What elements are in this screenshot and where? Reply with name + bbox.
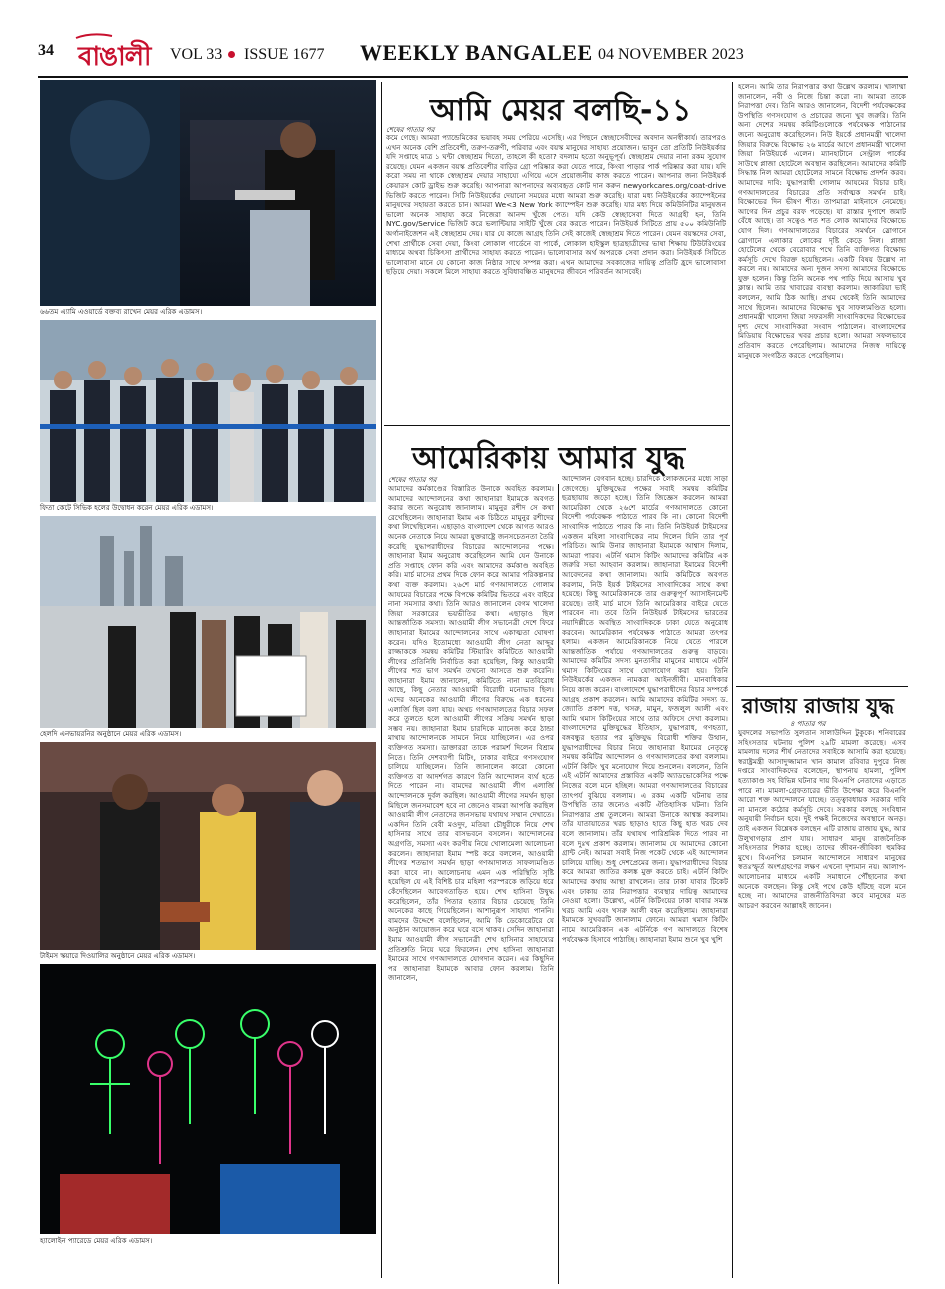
section-rule	[736, 686, 908, 687]
article-text: আমাদের কর্মকাণ্ডের বিস্তারিত উনাকে অবহিত করলাম। আমাদের আন্দোলনের কথা জাহানারা ইমামকে অবগত করার জন্যে অনুরোধ জানালাম। মামুনুর রশীদ সে কথা রেখেছিলেন। জাহানারা ইমাম এক চিঠিতে মামুনুর রশীদের কথা লিখেছিলেন। এছাড়াও বাংলাদেশ থেকে আগত আরও অনেক নেতাকে নিয়ে আমরা যুক্তরাষ্ট্রে জনসচেতনতা তৈরি করেছি যুদ্ধাপরাধীদের বিচারের আন্দোলনের পক্ষে। জাহানারা ইমাম অনুরোধ করেছিলেন আমি যেন উনাকে প্রতি সপ্তাহে ফোন করি এবং আমাদের কর্মকাণ্ড অবহিত করি। মার্চ মাসের প্রথম দিকে ফোন করে আমার পরিকল্পনার কথা ব্যক্ত করলাম। ২৬শে মার্চ গণআদালতে গোলাম আযমের বিচারের পক্ষে বিপক্ষে কমিটির ভিতরে এবং বাইরে নানা সমস্যার কথা। তিনি আরও জানালেন বেগম খালেদা জিয়া সরকারের ভয়ভীতির কথা। এছাড়াও ছিল আন্তর্জাতিক সমস্যা। আওয়ামী লীগ সভানেত্রী দেশে ফিরে জাহানারা ইমামের আন্দোলনের সাথে একাত্মতা ঘোষণা করেন। যদিও ইতোমধ্যে আওয়ামী লীগ নেতা আব্দুর রাজ্জাককে সমন্বয় কমিটির স্টিয়ারিং কমিটিতে আওয়ামী লীগের প্রতিনিধি নির্বাচিত করা হয়েছিল, কিন্তু আওয়ামী লীগের শত ভাগ সমর্থন তখনো আসতে শুরু করেনি। জাহানারা ইমাম জানালেন, কমিটিতে নানা মতবিরোধ আছে, কিছু নেতার আওয়ামী বিরোধী মনোভাব ছিল। এদের অনেকের আওয়ামী লীগের বিরুদ্ধে এক ধরনের এলার্জি ছিল বলা যায়। অথচ গণআদালতের বিচার সফল করে তুলতে হলে আওয়ামী লীগের সক্রিয় সমর্থন ছাড়া সম্ভব নয়। জাহানারা ইমাম চারদিকে ম্যানেজ করে ঠান্ডা মাথায় আন্দোলনকে সামনে নিয়ে যাচ্ছিলেন। এর ওপর ব্যক্তিগত সমস্যা। ডাক্তাররা তাকে পরামর্শ দিলেন বিশ্রাম নিতে। তিনি দেশব্যাপী মিটিং, ঢাকার বাইরে গণসংযোগ চালিয়ে যাচ্ছিলেন। তিনি জানালেন কারো কোনো ব্যক্তিগত বা আদর্শগত কারণে তিনি আন্দোলন ব্যর্থ হতে দিতে পারেন না। বামদের আওয়ামী লীগ এলার্জি আন্দোলনকে দুর্বল করছিল। আওয়ামী লীগের সমর্থন ছাড়া মিছিলে জনসমাবেশ হবে না জেনেও বামরা আপত্তি করছিল আওয়ামী লীগ নেতাদের জনসভায় যথাযথ সম্মান দেখাতে। একদিন তিনি বেবী মওদুদ, মতিয়া চৌধুরীকে নিয়ে শেখ হাসিনার সাথে তার বাসভবনে বসলেন। আন্দোলনের অগ্রগতি, সমস্যা এবং করণীয় নিয়ে খোলামেলা আলোচনা করলেন। জাহানারা ইমাম স্পষ্ট করে বললেন, আওয়ামী লীগের শতভাগ সমর্থন ছাড়া গণআদালত সাফল্যমণ্ডিত করা যাবে না। আলোচনায় এমন এক পরিস্থিতি সৃষ্টি হয়েছিল যে এই বিশিষ্ট চার মহিলা পরস্পরকে জড়িয়ে ধরে কেঁদেছিলেন আবেগতাড়িত হয়ে। শেখ হাসিনা উদ্বুদ্ধ করেছিলেন, তাঁর পিতার হত্যার বিচার চেয়েছে তিনি অনেকের কাছে গিয়েছিলেন। আশানুরূপ সাহায্য পাননি। বামদের উদ্দেশে বলেছিলেন, আমি কি ডেকোরেটরে যে অনুষ্ঠান আয়োজন করে ঘরে বসে থাকব। সেদিন জাহানারা ইমাম আওয়ামী লীগ সভানেত্রী শেখ হাসিনার সাহায্যের প্রতিশ্রুতি নিয়ে ঘরে ফিরলেন। শেখ হাসিনা জাহানারা ইমামের সাথে গণআদালতে যোগদান করেন। এর কিছুদিন পর জাহানারা ইমামকে আবার ফোন করলাম। তিনি জানালেন,	[388, 484, 554, 983]
photo-caption: ফিতা কেটে সিভিক হলের উদ্বোধন করেন মেয়র এরিক এডামস।	[40, 504, 214, 512]
photo-halloween-parade	[40, 964, 376, 1234]
continued-label: শেষের পাতার পর	[388, 476, 437, 484]
article-text: হলেন। আমি তার নিরাপত্তার কথা উল্লেখ করলাম। খালাম্মা জানালেন, নবী ও নিজে চিন্তা করো না। আমরা তাকে নিরাপত্তা দেব। তিনি আরও জানালেন, বিদেশী পর্যবেক্ষকের উপস্থিতি গণসংযোগ ও প্রচারের জন্যে খুব জরুরি। তিনি অন্য দেশের সমন্বয় কমিটিগুলোকে পর্যবেক্ষক পাঠানোর জন্যে অনুরোধ করেছিলেন। নিউ ইয়র্কে প্রধানমন্ত্রী খালেদা জিয়ার বিরুদ্ধে বিক্ষোভ ২৬ মার্চের আগে প্রধানমন্ত্রী খালেদা জিয়া নিউইয়র্কে এলেন। ম্যানহাটানে সেন্ট্রাল পার্কের সাউথে প্লাজা হোটেলে অবস্থান করছিলেন। আমাদের কমিটি সিদ্ধান্ত নিল আমরা হোটেলের সামনে বিক্ষোভ প্রদর্শন করব। আমাদের দাবি: যুদ্ধাপরাধী গোলাম আযমের বিচার চাই। গণআদালতের বিচারের প্রতি সর্বাত্মক সমর্থন চাই। বিক্ষোভের দিন ভীষণ শীত। তাপমাত্রা মাইনাসে নেমেছে। আগের দিন প্রচুর বরফ পড়েছে। যা রাস্তার দুপাশে জমাট বেঁধে আছে। তা সত্বেও শত শত লোক আমাদের বিক্ষোভে যোগ দিল। গণআদালতের বিচারের সমর্থনে স্লোগানে স্লোগানে এলাকার লোকের দৃষ্টি কেড়ে নিল। প্লাজা হোটেলের থেকে বেরোবার পথে তিনি ব্যক্তিগত বিক্ষোভ কর্মসূচি দেখে বিরক্ত হয়েছিলেন। একটি বিষয় উল্লেখ না করলে নয়। আমাদের অন্য দুজন সদস্য আমাদের বিক্ষোভে যুক্ত হলেন। কিন্তু তিনি অনেক পথ পাড়ি দিয়ে আসায় খুব ক্লান্ত। আমি তার খাবারের ব্যবস্থা করলাম। জাকারিয়া ভাই বললেন, আমি ঠিক আছি। প্রথম থেকেই তিনি আমাদের সাথে ছিলেন। আমাদের বিক্ষোভ খুব সাফল্যমণ্ডিত হলো। প্রধানমন্ত্রী খালেদা জিয়া সফরসঙ্গী সাংবাদিকদের বিক্ষোভের দৃশ্য দেখে সাংবাদিকরা সংবাদ পাঠালেন। বাংলাদেশের মিডিয়ায় বিক্ষোভের খবর প্রচার হলো। আমরা সফলভাবে প্রতিবাদ করতে পেরেছিলাম। আমাদের নিজস্ব দায়িত্বে মানুষকে সংগঠিত করতে পেরেছিলাম।	[738, 82, 906, 360]
logo-text: বাঙালী	[78, 42, 151, 72]
photo-diwali-times-square	[40, 742, 376, 950]
continued-label: ৪ পাতার পর	[790, 720, 826, 728]
masthead	[0, 0, 945, 78]
header-rule	[38, 76, 908, 78]
continued-label: শেষের পাতার পর	[386, 126, 435, 134]
photo-caption: হ্যালোইন প্যারেডে মেয়র এরিক এডামস।	[40, 1237, 153, 1245]
page-number: 34	[38, 42, 54, 59]
issue-label: ISSUE 1677	[244, 46, 325, 63]
column-divider	[732, 82, 733, 1278]
article-text: যুবদলের সভাপতি সুলতান সালাউদ্দিন টুকুকে। শনিবারের সহিংসতার ঘটনায় পুলিশ ২৯টি মামলা করেছে। এসব মামলায় দলের শীর্ষ নেতাদের সবাইকে আসামি করা হয়েছে। স্বরাষ্ট্রমন্ত্রী আসাদুজ্জামান খান কামাল রবিবার দুপুরে নিজ দপ্তরে সাংবাদিকদের বলেছেন, স্থাপনায় হামলা, পুলিশ হত্যাকাণ্ড সহ বিভিন্ন ঘটনার দায় বিএনপি নেতাদের এড়াতে পারে না। মামলা-গ্রেফতারের ভীতি উপেক্ষা করে বিএনপি আরো শক্ত আন্দোলনে যাচ্ছে। তত্ত্বাবধায়ক সরকার দাবি না মানলে কঠোর কর্মসূচি দেবে। সরকার বলছে সংবিধান অনুযায়ী নির্বাচন হবে। দুই পক্ষই নিজেদের অবস্থানে অনড়। তাই একজন বিশ্লেষক বলছেন এটি রাজায় রাজায় যুদ্ধ, আর উলুখাগড়ার প্রাণ যায়। সাধারণ মানুষ রাজনৈতিক সহিংসতার শিকার হচ্ছে। তাদের জীবন-জীবিকা হুমকির মুখে। বিএনপির চলমান আন্দোলনে সাধারণ মানুষের স্বতঃস্ফূর্ত অংশগ্রহণের লক্ষণ এখনো দৃশ্যমান নয়। আলাপ-আলোচনার মাধ্যমে একটি সমাধানে পৌঁছানোর কথা অনেকে বলছেন। কিন্তু সেই পথে কেউ হাঁটছে বলে মনে হচ্ছে না। আমাদের রাজনীতিবিদরা কবে মানুষের মত আচরণ করবেন আল্লাহই জানেন।	[738, 728, 906, 910]
article-text: আন্দোলন বেগবান হচ্ছে। চারদিকে লোকজনের মধ্যে সাড়া জেগেছে। মুক্তিযুদ্ধের পক্ষের সবাই সমন্বয় কমিটির ছত্রছায়ায় জড়ো হচ্ছে। তিনি জিজ্ঞেস করলেন আমরা আমেরিকা থেকে ২৬শে মার্চের গণআদালতে কোনো বিদেশী পর্যবেক্ষক পাঠাতে পারব কি না। কোনো বিদেশী সাংবাদিক পাঠাতে পারব কি না। তিনি নিউইয়র্ক টাইমসের একজন মহিলা সাংবাদিকের নাম দিলেন যিনি তার পূর্ব পরিচিত। আমি উনার জাহানারা ইমামকে আশ্বাস দিলাম, আমরা পারব। এটর্নি থমাস কিটিং আমাদের কমিটির এক জরুরি সভা আহবান করলাম। জাহানারা ইমামের বিদেশী আবেদনের কথা জানালাম। আমি কমিটিকে অবগত করলাম, নিউ ইয়র্ক টাইমসের সাংবাদিকের সাথে কথা হয়েছে। কিছু আমেরিকানকে তার গুরুত্বপূর্ণ অ্যাসাইনমেন্ট রয়েছে। তাই মার্চ মাসে তিনি আমেরিকার বাইরে যেতে পারবেন না। তবে তিনি নিউইয়র্ক টাইমসের ভারতের নয়াদিল্লীতে অবস্থিত সাংবাদিককে ঢাকা যেতে অনুরোধ করবেন। আমেরিকান পর্যবেক্ষক পাঠাতে আমরা তৎপর হলাম। একজন আমেরিকানকে নিয়ে যেতে পারলে আন্তর্জাতিক পর্যায়ে গণআদালতের গুরুত্ব বাড়বে। আমাদের কমিটির সদস্য মুনতাসীর মামুনের মাধ্যমে এটর্নি থমাস কিটিংয়ের সাথে যোগাযোগ করা হয়। তিনি নিউইয়র্কের একজন নামকরা আইনজীবী। মানবাধিকার নিয়ে কাজ করেন। বাংলাদেশে যুদ্ধাপরাধীদের বিচার সম্পর্কে আগ্রহ প্রকাশ করলেন। আমি আমাদের কমিটির সদস্য ড. জ্যোতি প্রকাশ দত্ত, খসরু, মামুন, ফজলুল আলী এবং আমি থমাস কিটিংয়ের সাথে তার অফিসে দেখা করলাম। বাংলাদেশের মুক্তিযুদ্ধের ইতিহাস, যুদ্ধাপরাধ, গণহত্যা, বঙ্গবন্ধুর হত্যার পর মুক্তিযুদ্ধ বিরোধী শক্তির উত্থান, যুদ্ধাপরাধীদের বিচার নিয়ে জাহানারা ইমামের নেতৃত্বে সমন্বয় কমিটির আন্দোলন ও গণআদালতের কথা বললাম। এটর্নি কিটিং খুব মনোযোগ দিয়ে শুনলেন। বললেন, তিনি এই এটর্নি আমাদের প্রস্তাবিত একটি অ্যাডভোকেসির পক্ষে নিজের বলে মনে হচ্ছিল। আমরা গণআদালতের বিচারের তাৎপর্য বুঝিয়ে বললাম। এ রকম একটি ঘটনায় তার উপস্থিতি তার জন্যেও একটি ঐতিহাসিক ঘটনা। তিনি নিরাপত্তার প্রশ্ন তুললেন। আমরা উনাকে আশ্বস্ত করলাম। তাঁর যাতায়াতের খরচ ছাড়াও হাতে কিছু হাত খরচ দেব বলে জানালাম। তাঁর যথাযথ পারিশ্রমিক দিতে পারব না বলে দুঃখ প্রকাশ করলাম। জানালাম যে আমাদের কোনো গ্রান্ট নেই। আমরা সবাই নিজ পকেট থেকে এই আন্দোলন চালিয়ে যাচ্ছি। শুধু দেশপ্রেমের জন্য। যুদ্ধাপরাধীদের বিচার করে আমরা জাতির কলঙ্ক মুক্ত করতে চাই। এটর্নি কিটিং আমাদের কথায় আস্থা রাখলেন। তার ঢাকা যাবার টিকেট এবং ঢাকায় তার নিরাপত্তার ব্যবস্থার দায়িত্ব আমাদের নেওয়া হলো। উল্লেখ্য, এটর্নি কিটিংয়ের ঢাকা যাবার সমস্ত খরচ আমি এবং খসরু আলী বহন করেছিলাম। জাহানারা ইমামকে সুখবরটি জানালাম ফোনে। আমরা থমাস কিটিং নামে আমেরিকান এক এটর্নিকে গণ আদালতে বিশেষ পর্যবেক্ষক হিসাবে পাঠাচ্ছি। জাহানারা ইমাম শুনে খুব খুশি	[562, 474, 728, 944]
article-column	[738, 82, 906, 682]
separator-dot-icon	[228, 51, 235, 58]
publication-title: WEEKLY BANGALEE	[360, 40, 593, 65]
article-body	[386, 133, 726, 423]
volume-label: VOL 33	[170, 46, 223, 63]
article-column	[738, 728, 906, 1278]
photo-caption: ৬৬তম এ্যামি এওয়ার্ডে বক্তব্য রাখেন মেয়র এরিক এডামস।	[40, 308, 203, 316]
issue-date: 04 NOVEMBER 2023	[598, 46, 744, 63]
photo-ribbon-cutting	[40, 320, 376, 502]
article-headline: আমি মেয়র বলছি-১১	[430, 93, 692, 128]
article-column	[388, 484, 554, 1284]
section-rule	[384, 425, 730, 426]
column-divider	[381, 82, 382, 1278]
photo-emmy-awards	[40, 80, 376, 306]
photo-caption: হেলদি এনভায়রনির অনুষ্ঠানে মেয়র এরিক এডামস।	[40, 730, 182, 738]
article-headline: রাজায় রাজায় যুদ্ধ	[742, 694, 894, 718]
photo-healthy-environment	[40, 516, 376, 728]
photo-caption: টাইমস স্কয়ারে দিওয়ালির অনুষ্ঠানে মেয়র এরিক এডামস।	[40, 952, 196, 960]
article-column	[562, 474, 728, 1284]
column-divider	[558, 484, 559, 1284]
article-headline: আমেরিকায় আমার যুদ্ধ	[412, 441, 686, 476]
article-text: কমে গেছে। আমরা প্যান্ডেমিকের ভয়াবহ সময় পেরিয়ে এসেছি। এর পিছনে স্বেচ্ছাসেবীদের অবদান অনস্বীকার্য। তারপরও এখন অনেক বেশি প্রতিবেশী, তরুণ-তরুণী, পরিবার এবং বয়স্ক মানুষের সাহায্য প্রয়োজন। ভাবুন তো প্রতিটি নিউইয়র্কার যদি সপ্তাহে মাত্র ১ ঘন্টা স্বেচ্ছাশ্রম দিতো, তাহলে কী হতো? বদলাম হতো অনুভূপূর্ব। স্বেচ্ছাশ্রম দেয়ার নানা রকম সুযোগ রয়েছে। যেমন একজন বয়স্ক প্রতিবেশীর বাড়ির গ্রো পরিষ্কার করা যেতে পারে, কিংবা পাড়ার পার্ক পরিষ্কার করা যায়। যদি করো সময় না থাকে স্বেচ্ছাশ্রম দেয়ার সাহায্যে এগিয়ে এসে প্রয়োজনীয় কাজ করতে পারেন। আপনার জন্য নিউইয়র্ক কেয়ারস কোট ড্রাইভ শুরু করেছি। আপনারা আপনাদের অব্যবহৃত কোট দান করুন newyorkcares.org/coat-drive ভিজিট করতে পারেন। সিটি নিউইয়র্কের দেয়ানো সময়ের মধ্যে আমরা শুরু করেছি। যারা মধ্য নিউইয়র্কের ক্যাম্পেইনের মানুষদের সহায়তা করতে চান। আমরা We<3 New York ক্যাম্পেইন শুরু করেছি। যার মধ্য দিয়ে কমিউনিটির মানুষজন ভালো অনেক সাহায্য করে নিজেরা আনন্দ খুঁজে পেত। যদি কেউ স্বেচ্ছাসেবা দিতে আগ্রহী হন, তিনি NYC.gov/Service ভিজিট করে ভলান্টিয়ার সাইটি খুঁজে বের করতে পারেন। নিউইয়র্ক সিটিতে প্রায় ৫০০ কমিউনিটি অর্গানাইজেশন এই স্বেচ্ছাশ্রম দেয়। যার যে কাজে আগ্রহ তিনি সেই কাজেই স্বেচ্ছাশ্রম দিতে পারেন। যেমন বয়স্কদের সেবা, শেখা প্রার্থীকে সেবা দেয়া, কিংবা লোকাল গার্ডেনে বা পার্কে, লোকাল হাইস্কুল ছাত্রছাত্রীদের ভাষা শিক্ষায় টিউটরিংয়ের মাধ্যমে অথবা চিকিৎসা প্রার্থীদের সাহায্য করতে পারেন। ভালোবাসার অর্থ অপরকে সেবা প্রদান করা। নিউইয়র্ক সিটিতে ভালোবাসা মানে যে কোনো কাজ নিষ্ঠার সাথে সম্পন্ন করা। এখন আমাদের সবকাজের দায়িত্ব প্রতিটি হ্রদে ভালোবাসা ছড়িয়ে দেয়া। সকলে মিলে সাহায্য করতে সুবিধাবঞ্চিত মানুষদের জীবনে পরিবর্তন আসবেই।	[386, 133, 726, 277]
